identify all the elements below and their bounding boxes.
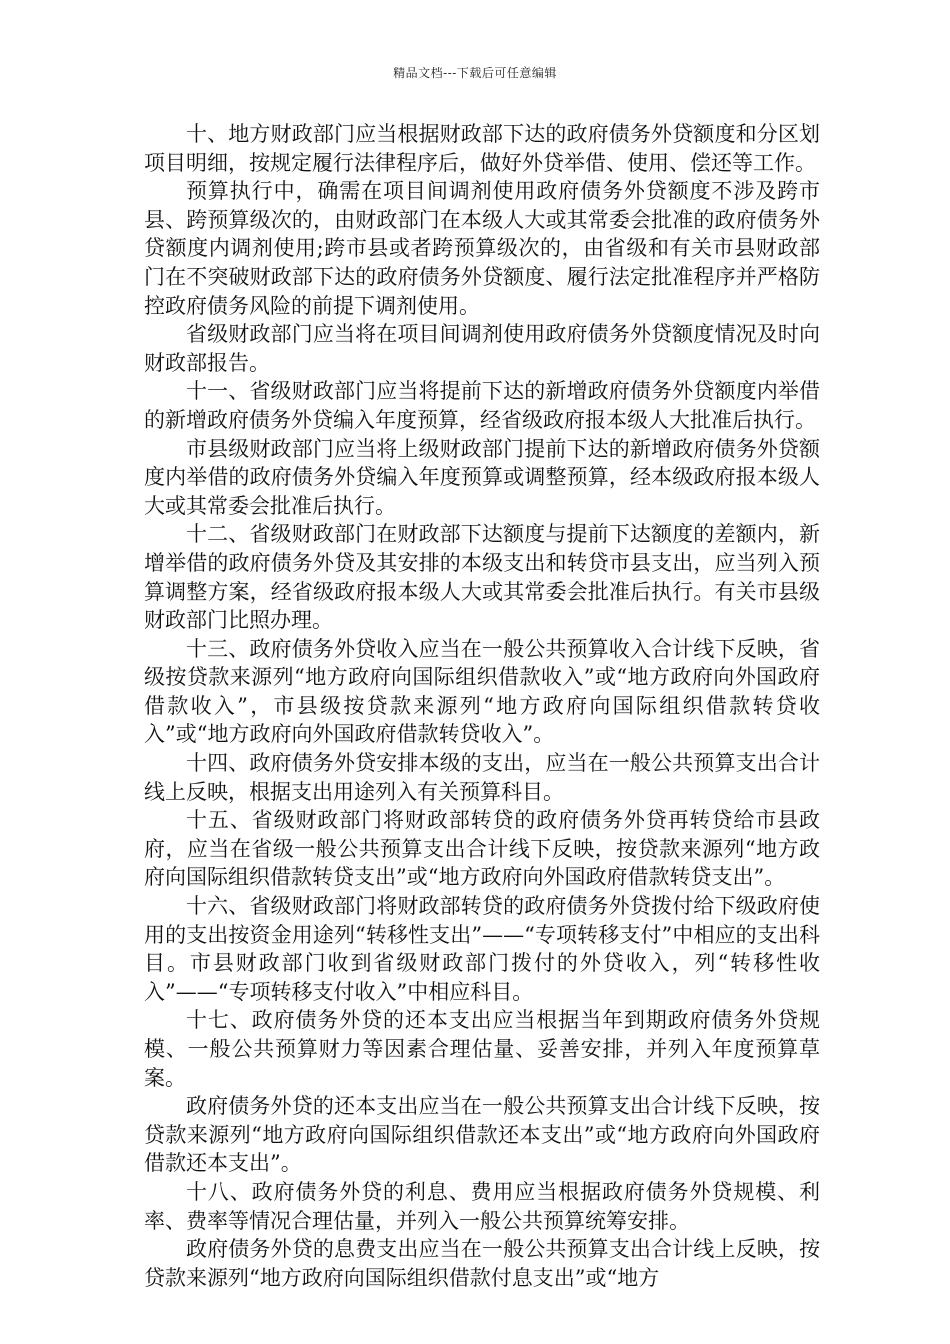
paragraph: 十三、政府债务外贷收入应当在一般公共预算收入合计线下反映，省级按贷款来源列“地方政府向国际组织借款收入”或“地方政府向外国政府借款收入”，市县级按贷款来源列“地方政府向国际组织借款转贷收入”或“地方政府向外国政府借款转贷收入”。: [144, 636, 820, 747]
paragraph: 政府债务外贷的息费支出应当在一般公共预算支出合计线上反映，按贷款来源列“地方政府向国际组织借款付息支出”或“地方: [144, 1237, 820, 1290]
paragraph: 十六、省级财政部门将财政部转贷的政府债务外贷拨付给下级政府使用的支出按资金用途列“转移性支出”——“专项转移支付”中相应的支出科目。市县财政部门收到省级财政部门拨付的外贷收入，列“转移性收入”——“专项转移支付收入”中相应科目。: [144, 894, 820, 1004]
page-header: 精品文档---下载后可任意编辑: [393, 66, 557, 80]
paragraph: 十一、省级财政部门应当将提前下达的新增政府债务外贷额度内举借的新增政府债务外贷编入年度预算，经省级政府报本级人大批准后执行。: [144, 379, 820, 432]
paragraph: 市县级财政部门应当将上级财政部门提前下达的新增政府债务外贷额度内举借的政府债务外贷编入年度预算或调整预算，经本级政府报本级人大或其常委会批准后执行。: [144, 436, 820, 518]
paragraph: 十四、政府债务外贷安排本级的支出，应当在一般公共预算支出合计线上反映，根据支出用途列入有关预算科目。: [144, 751, 820, 804]
paragraph: 预算执行中，确需在项目间调剂使用政府债务外贷额度不涉及跨市县、跨预算级次的，由财政部门在本级人大或其常委会批准的政府债务外贷额度内调剂使用;跨市县或者跨预算级次的，由省级和有关市县财政部门在不突破财政部下达的政府债务外贷额度、履行法定批准程序并严格防控政府债务风险的前提下调剂使用。: [144, 179, 820, 318]
paragraph: 十七、政府债务外贷的还本支出应当根据当年到期政府债务外贷规模、一般公共预算财力等因素合理估量、妥善安排，并列入年度预算草案。: [144, 1008, 820, 1090]
document-body: [144, 120, 820, 1292]
paragraph: 十、地方财政部门应当根据财政部下达的政府债务外贷额度和分区划项目明细，按规定履行法律程序后，做好外贷举借、使用、偿还等工作。: [144, 122, 820, 175]
paragraph: 十五、省级财政部门将财政部转贷的政府债务外贷再转贷给市县政府，应当在省级一般公共预算支出合计线下反映，按贷款来源列“地方政府向国际组织借款转贷支出”或“地方政府向外国政府借款转贷支出”。: [144, 808, 820, 890]
paragraph: 十二、省级财政部门在财政部下达额度与提前下达额度的差额内，新增举借的政府债务外贷及其安排的本级支出和转贷市县支出，应当列入预算调整方案，经省级政府报本级人大或其常委会批准后执行。有关市县级财政部门比照办理。: [144, 522, 820, 633]
paragraph: 政府债务外贷的还本支出应当在一般公共预算支出合计线下反映，按贷款来源列“地方政府向国际组织借款还本支出”或“地方政府向外国政府借款还本支出”。: [144, 1094, 820, 1176]
paragraph: 省级财政部门应当将在项目间调剂使用政府债务外贷额度情况及时向财政部报告。: [144, 322, 820, 375]
paragraph: 十八、政府债务外贷的利息、费用应当根据政府债务外贷规模、利率、费率等情况合理估量，并列入一般公共预算统筹安排。: [144, 1179, 820, 1233]
